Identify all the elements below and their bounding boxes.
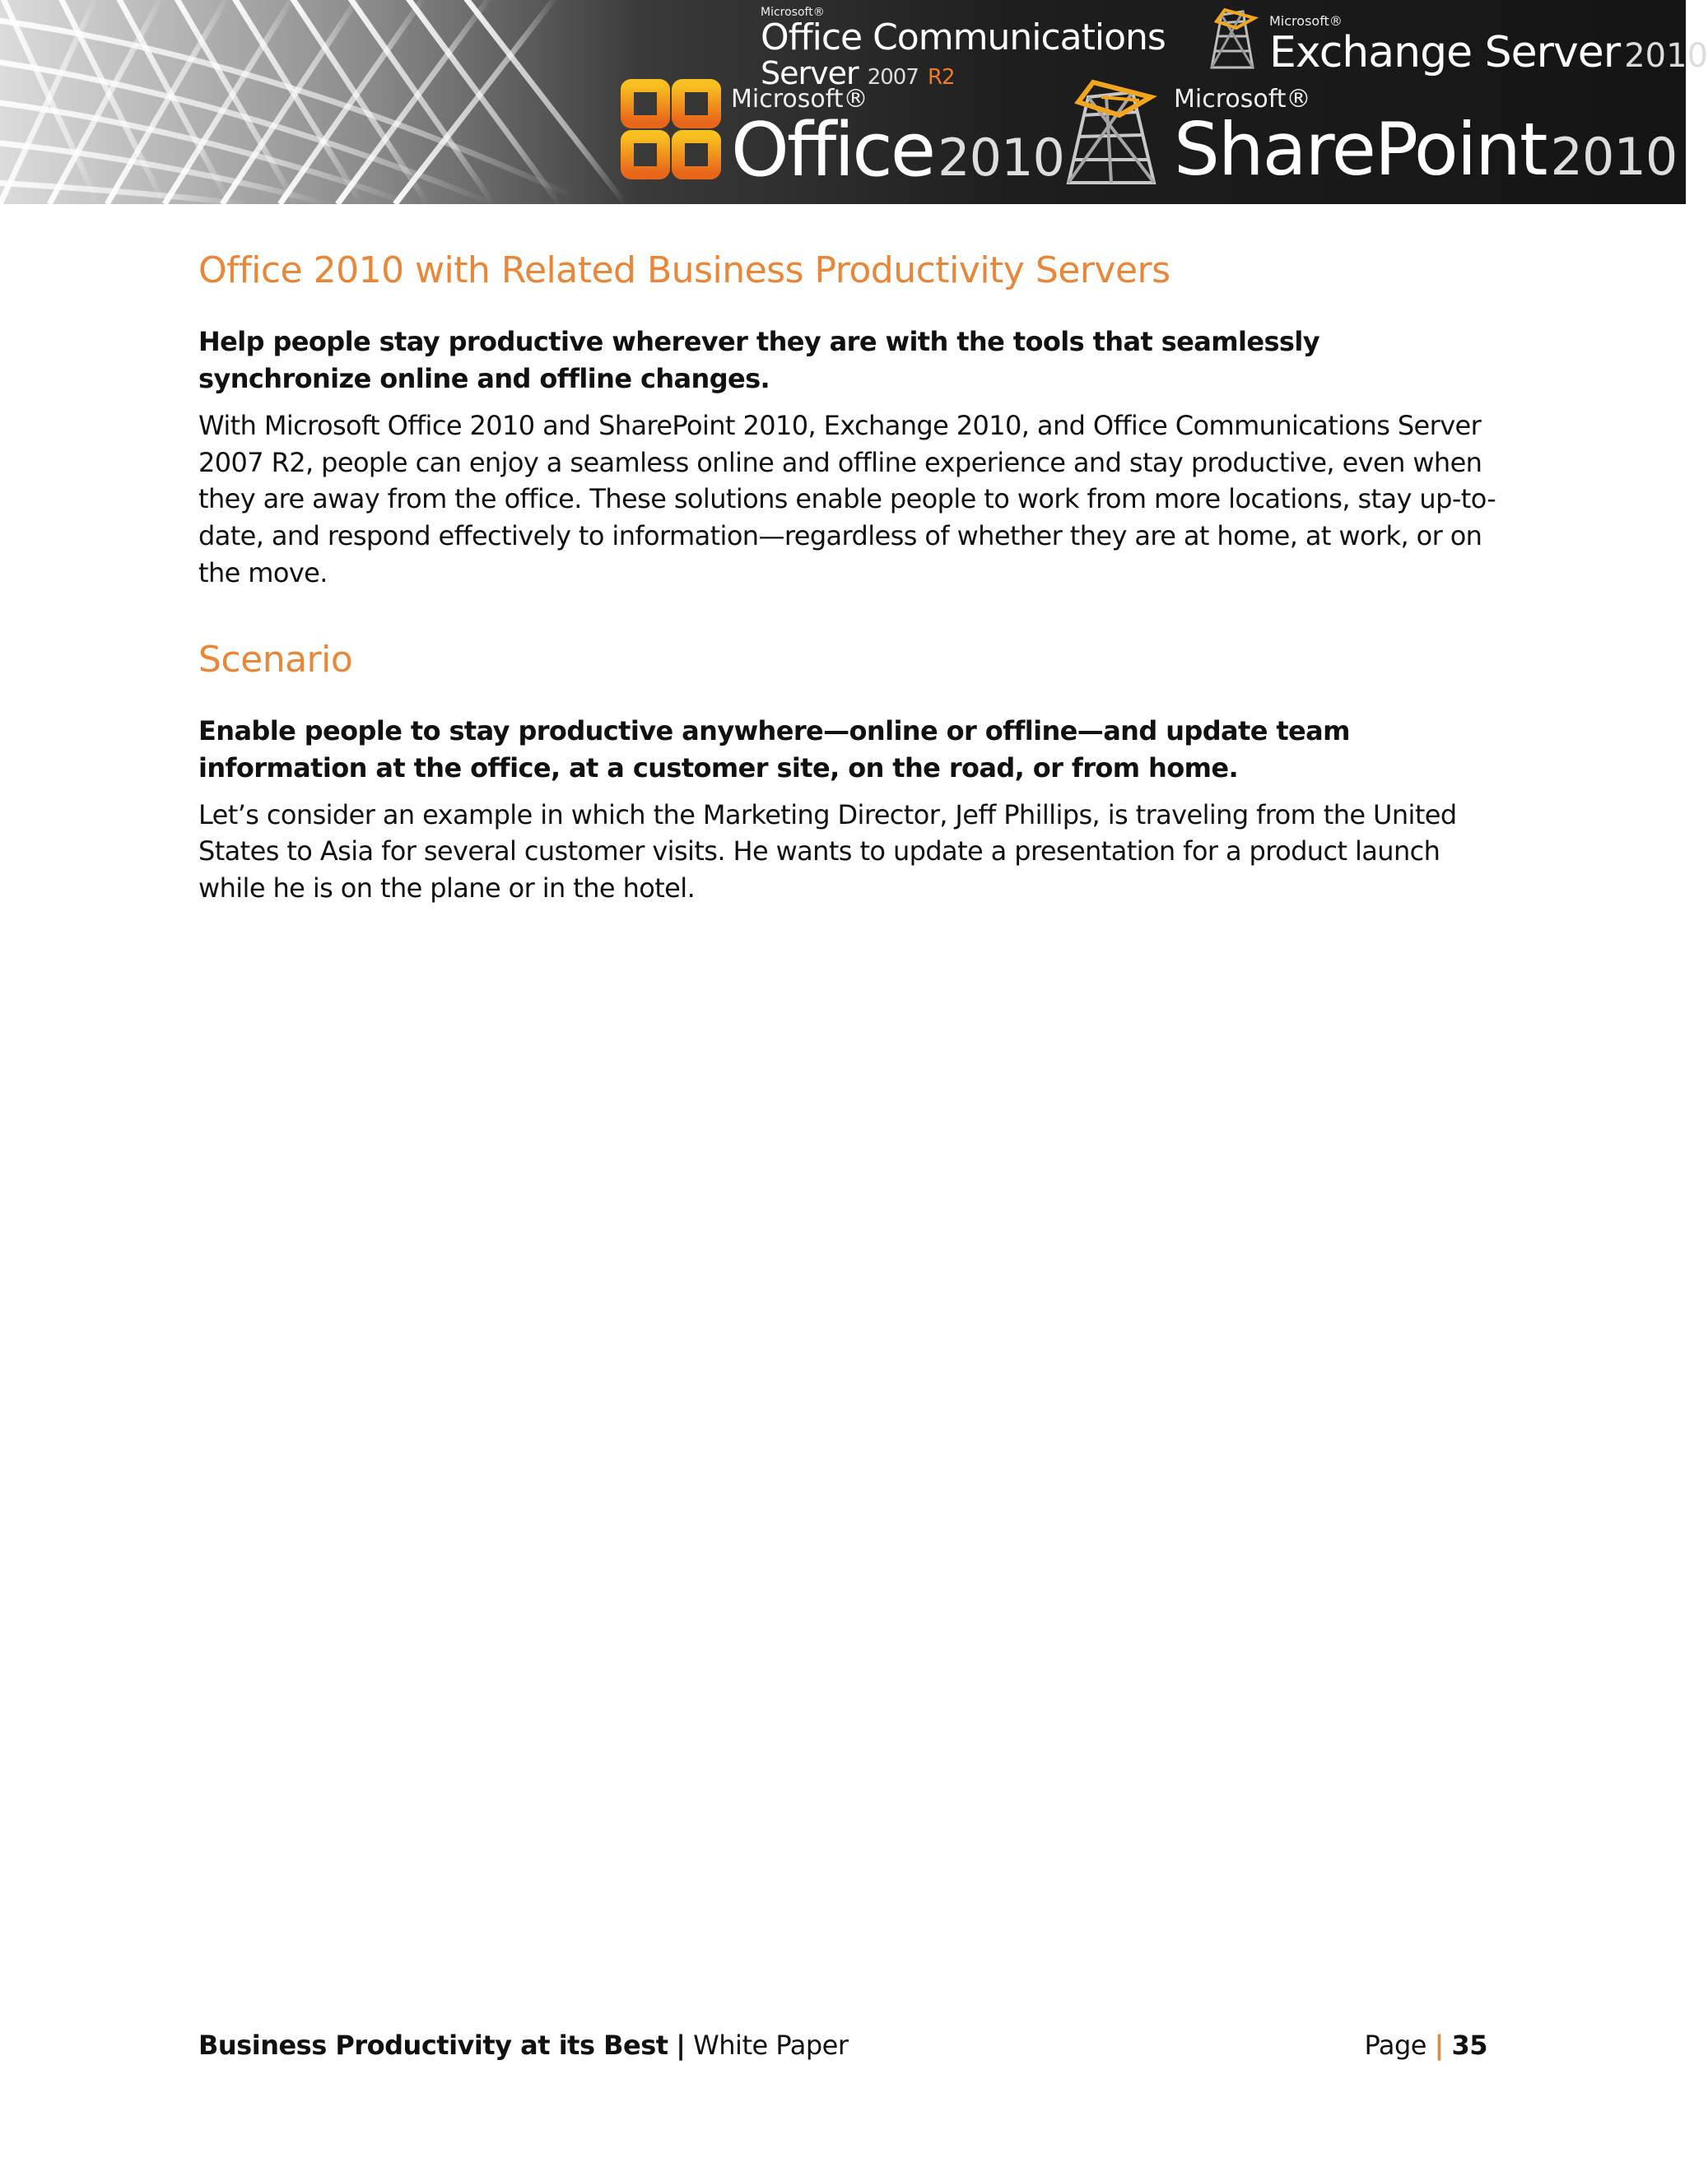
office-name: Office [731,107,934,193]
exchange-year: 2010 [1624,37,1708,75]
section-body: With Microsoft Office 2010 and SharePoint 2010, Exchange 2010, and Office Communications Server 2007 R2, people can enjoy a seamless online and offline experience and stay productive, even when they are away from the office. These solutions enable people to work from more locations, stay up-to-date, and respond effectively to information—regardless of whether they are at home, at work, or on the move. [198,409,1496,588]
office-year: 2010 [938,128,1064,188]
footer-title: Business Productivity at its Best [198,2030,668,2061]
sharepoint-tower-icon [1057,72,1167,188]
exchange-tower-icon [1203,7,1261,71]
ocs-year: 2007 [867,65,919,90]
footer-page-separator: | [1434,2030,1444,2061]
footer-page-number: 35 [1451,2030,1487,2061]
office-microsoft-label: Microsoft® [731,85,868,114]
section-overview [198,247,1499,592]
section-lead: Help people stay productive wherever they are with the tools that seamlessly synchronize online and offline changes. [198,326,1319,394]
section-lead: Enable people to stay productive anywhere—online or offline—and update team information at the office, at a customer site, on the road, or from home. [198,714,1350,784]
footer-doc-type: White Paper [693,2030,849,2061]
exchange-name: Exchange Server [1269,28,1621,77]
sharepoint-microsoft-label: Microsoft® [1174,85,1311,114]
ocs-name-line1: Office Communications [761,16,1166,58]
office-logo [731,85,1064,193]
exchange-microsoft-label: Microsoft® [1269,13,1343,29]
ocs-microsoft-label: Microsoft® [761,6,825,19]
footer-separator: | [676,2030,686,2061]
office-squares-icon [619,77,723,181]
ocs-release: R2 [927,65,955,90]
document-content [198,247,1499,907]
section-heading: Scenario [198,638,353,681]
sharepoint-logo [1174,85,1678,192]
section-scenario [198,636,1499,907]
footer-title-block [198,2030,848,2061]
sharepoint-year: 2010 [1550,127,1678,187]
page-footer [198,2030,1487,2061]
sharepoint-name: SharePoint [1174,107,1547,192]
footer-page-label: Page [1364,2030,1426,2061]
exchange-logo [1269,13,1708,77]
section-heading: Office 2010 with Related Business Productivity Servers [198,249,1170,291]
ocs-server-label: Server [761,55,859,91]
section-body: Let’s consider an example in which the Marketing Director, Jeff Phillips, is traveling from the United States to Asia for several customer visits. He wants to update a presentation for a product launch while he is on the plane or in the hotel. [198,798,1457,904]
header-banner [0,0,1708,204]
footer-page-block [1364,2030,1487,2061]
